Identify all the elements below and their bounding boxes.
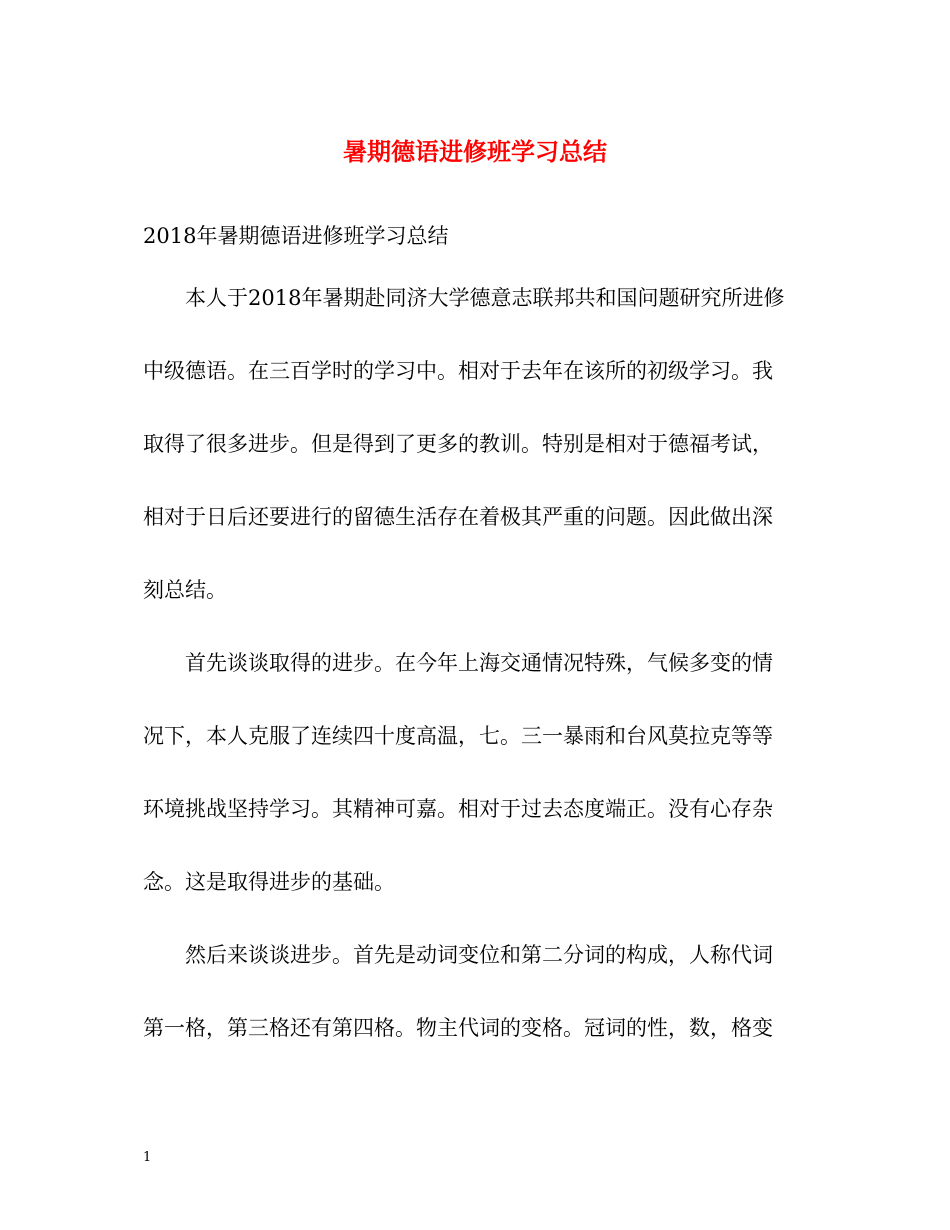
paragraph-line: 念。这是取得进步的基础。 [143, 870, 395, 894]
paragraph-line: 刻总结。 [143, 578, 227, 602]
paragraph-line: 本人于2018年暑期赴同济大学德意志联邦共和国问题研究所进修 [185, 286, 785, 310]
body-text [143, 284, 807, 1087]
document-subtitle: 2018年暑期德语进修班学习总结 [143, 224, 449, 248]
paragraph-line: 然后来谈谈进步。首先是动词变位和第二分词的构成，人称代词 [185, 943, 773, 967]
page-number: 1 [143, 1150, 152, 1165]
paragraph-line: 况下，本人克服了连续四十度高温，七。三一暴雨和台风莫拉克等等 [143, 724, 773, 748]
paragraph-line: 相对于日后还要进行的留德生活存在着极其严重的问题。因此做出深 [143, 505, 773, 529]
paragraph-line: 环境挑战坚持学习。其精神可嘉。相对于过去态度端正。没有心存杂 [143, 797, 773, 821]
document-title: 暑期德语进修班学习总结 [343, 137, 607, 166]
paragraph-line: 取得了很多进步。但是得到了更多的教训。特别是相对于德福考试， [143, 432, 773, 456]
paragraph-line: 第一格，第三格还有第四格。物主代词的变格。冠词的性，数，格变 [143, 1016, 773, 1040]
paragraph-line: 首先谈谈取得的进步。在今年上海交通情况特殊，气候多变的情 [185, 651, 773, 675]
paragraph-line: 中级德语。在三百学时的学习中。相对于去年在该所的初级学习。我 [143, 359, 773, 383]
